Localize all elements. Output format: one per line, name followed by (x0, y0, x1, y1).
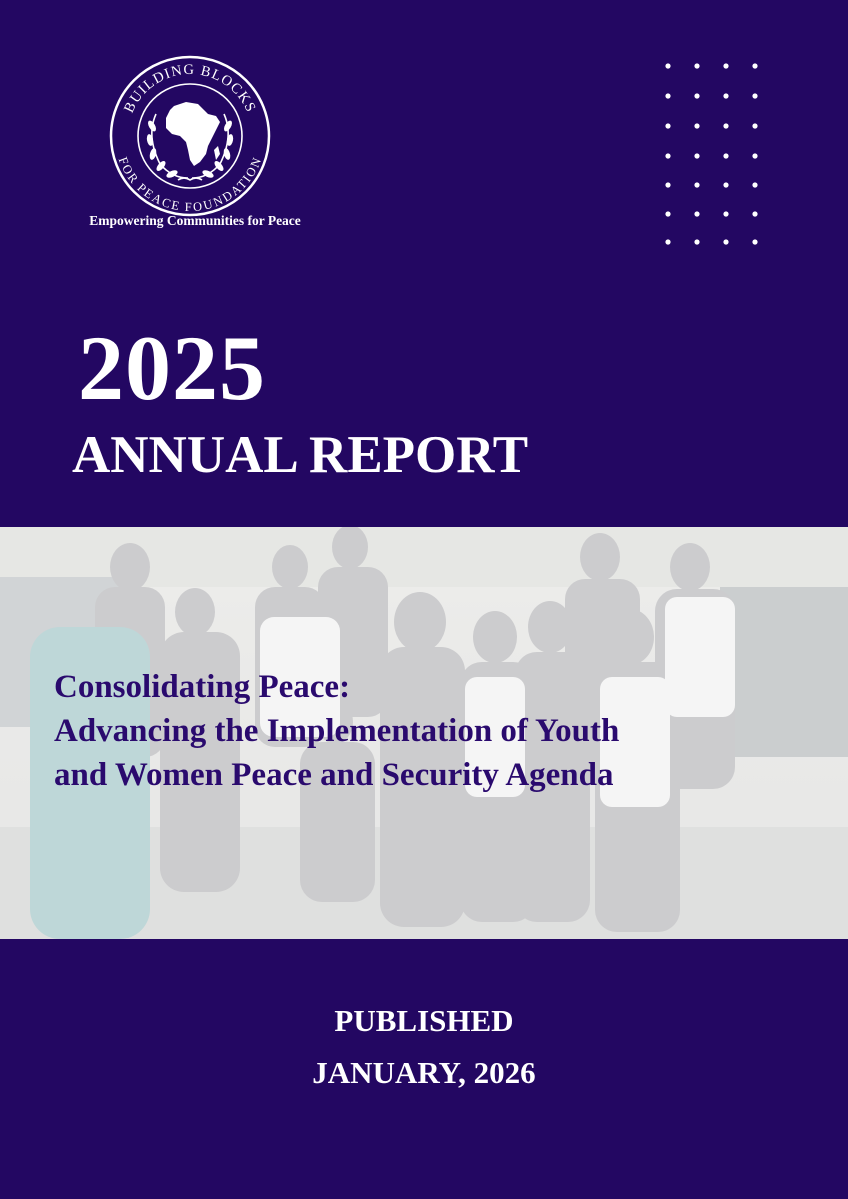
logo-text-bottom: FOR PEACE FOUNDATION (115, 155, 265, 214)
africa-map-icon (166, 102, 220, 166)
published-label: PUBLISHED (334, 1003, 514, 1038)
svg-text:FOR PEACE FOUNDATION (116, 155, 264, 214)
published-date: JANUARY, 2026 (312, 1055, 536, 1090)
publication-info (0, 995, 848, 1099)
decorative-dot-grid (662, 60, 762, 250)
report-year: 2025 (78, 317, 266, 419)
report-subtitle (54, 665, 834, 797)
logo-tagline: Empowering Communities for Peace (89, 213, 301, 228)
subtitle-line: and Women Peace and Security Agenda (54, 757, 614, 793)
report-title: ANNUAL REPORT (72, 426, 529, 484)
book-icon (178, 178, 202, 180)
logo-text-top: BUILDING BLOCKS (121, 61, 259, 116)
foundation-logo (108, 54, 272, 218)
subtitle-line: Consolidating Peace: (54, 669, 351, 705)
subtitle-line: Advancing the Implementation of Youth (54, 713, 620, 749)
logo-emblem (108, 54, 272, 218)
